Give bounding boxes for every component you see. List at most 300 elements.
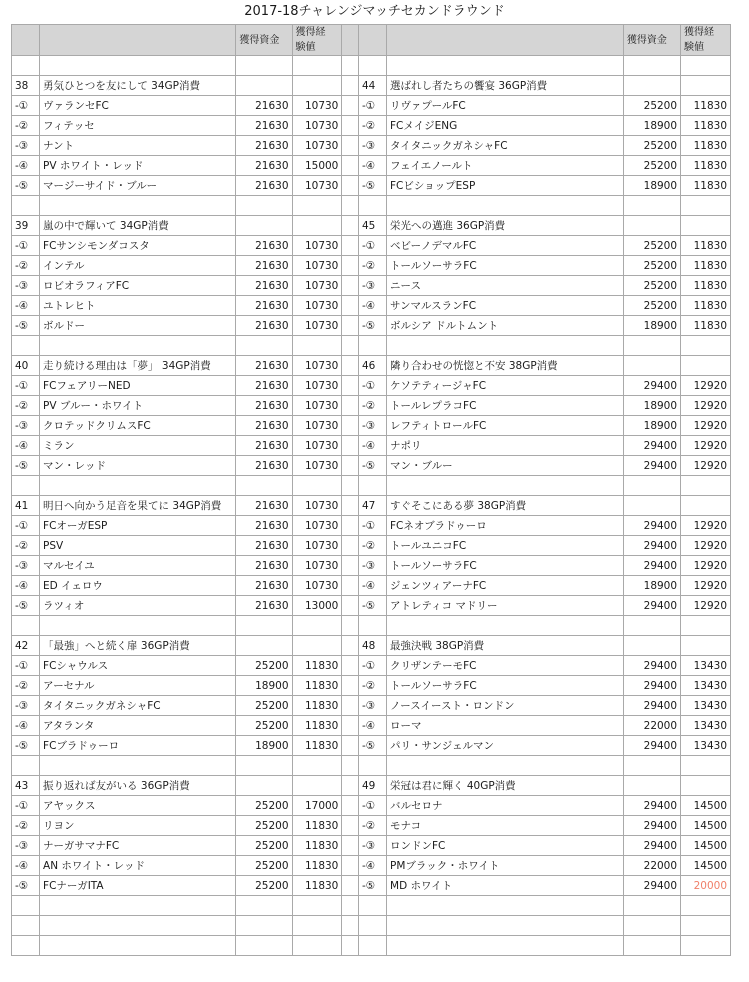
separator-cell [342,836,359,856]
empty-cell [623,936,680,956]
left-funds-cell: 21630 [236,116,292,136]
right-index-cell: -⑤ [358,176,386,196]
left-funds-cell: 25200 [236,856,292,876]
right-funds-cell: 25200 [623,296,680,316]
empty-cell [387,936,624,956]
right-funds-cell: 29400 [623,736,680,756]
right-funds-cell [623,216,680,236]
left-index-cell: -③ [12,136,40,156]
left-index-cell: -② [12,536,40,556]
left-index-cell: 41 [12,496,40,516]
empty-cell [681,896,731,916]
right-exp-cell: 12920 [681,416,731,436]
left-index-cell: -⑤ [12,736,40,756]
left-exp-cell [292,636,342,656]
header-cell-empty [12,25,40,56]
left-exp-cell: 10730 [292,556,342,576]
sheet-title: 2017-18チャレンジマッチセカンドラウンド [244,4,505,19]
empty-cell [387,616,624,636]
empty-cell [292,196,342,216]
empty-cell [236,336,292,356]
left-exp-cell: 13000 [292,596,342,616]
right-exp-cell: 11830 [681,256,731,276]
right-exp-cell: 13430 [681,656,731,676]
right-exp-cell: 12920 [681,376,731,396]
right-exp-cell: 13430 [681,736,731,756]
separator-cell [342,376,359,396]
left-exp-cell: 10730 [292,496,342,516]
header-cell-empty [387,25,624,56]
right-exp-cell: 12920 [681,456,731,476]
left-funds-cell [236,776,292,796]
left-index-cell: -② [12,816,40,836]
right-funds-cell: 25200 [623,256,680,276]
left-name-cell: 勇気ひとつを友にして 34GP消費 [40,76,236,96]
table-row [12,836,731,856]
right-name-cell: 選ばれし者たちの饗宴 36GP消費 [387,76,624,96]
empty-cell [387,756,624,776]
right-name-cell: 隣り合わせの恍惚と不安 38GP消費 [387,356,624,376]
left-name-cell: ラツィオ [40,596,236,616]
table-row [12,736,731,756]
left-funds-cell: 21630 [236,576,292,596]
right-name-cell: 栄光への邁進 36GP消費 [387,216,624,236]
left-name-cell: PSV [40,536,236,556]
left-funds-cell: 21630 [236,516,292,536]
empty-cell [358,916,386,936]
right-name-cell: ニース [387,276,624,296]
separator-cell [342,396,359,416]
header-cell-empty [358,25,386,56]
separator-cell [342,816,359,836]
right-index-cell: -⑤ [358,596,386,616]
right-index-cell: 45 [358,216,386,236]
empty-cell [358,936,386,956]
empty-cell [40,896,236,916]
left-exp-cell: 10730 [292,376,342,396]
right-index-cell: -① [358,516,386,536]
left-name-cell: 明日へ向かう足音を果てに 34GP消費 [40,496,236,516]
left-name-cell: ユトレヒト [40,296,236,316]
left-name-cell: ナーガサマナFC [40,836,236,856]
right-funds-cell: 18900 [623,116,680,136]
right-index-cell: 49 [358,776,386,796]
right-index-cell: -⑤ [358,456,386,476]
empty-cell [681,616,731,636]
left-exp-cell: 10730 [292,136,342,156]
left-name-cell: FCナーガITA [40,876,236,896]
right-name-cell: 最強決戦 38GP消費 [387,636,624,656]
right-name-cell: クリザンテーモFC [387,656,624,676]
left-index-cell: -③ [12,556,40,576]
right-name-cell: ケソテティージャFC [387,376,624,396]
table-row [12,136,731,156]
empty-cell [292,916,342,936]
right-exp-cell: 12920 [681,536,731,556]
empty-cell [358,476,386,496]
right-funds-cell [623,356,680,376]
right-name-cell: FCネオブラドゥーロ [387,516,624,536]
left-funds-cell: 21630 [236,416,292,436]
right-name-cell: FCメイジENG [387,116,624,136]
empty-cell [12,616,40,636]
right-name-cell: ナポリ [387,436,624,456]
right-funds-cell [623,636,680,656]
right-index-cell: -③ [358,136,386,156]
right-exp-cell: 13430 [681,696,731,716]
empty-cell [292,616,342,636]
right-name-cell: トールユニコFC [387,536,624,556]
left-exp-cell: 11830 [292,836,342,856]
header-funds: 獲得資金 [623,25,680,56]
right-index-cell: -③ [358,836,386,856]
right-funds-cell: 29400 [623,456,680,476]
right-exp-cell: 13430 [681,676,731,696]
left-exp-cell: 10730 [292,256,342,276]
right-name-cell: ジェンツィアーナFC [387,576,624,596]
blank-row [12,936,731,956]
empty-cell [681,196,731,216]
left-index-cell: -① [12,656,40,676]
table-row [12,396,731,416]
separator-cell [342,196,359,216]
left-funds-cell: 21630 [236,236,292,256]
left-name-cell: ヴァランセFC [40,96,236,116]
left-exp-cell: 10730 [292,396,342,416]
separator-cell [342,856,359,876]
empty-cell [12,896,40,916]
left-exp-cell: 10730 [292,236,342,256]
left-index-cell: -③ [12,696,40,716]
right-funds-cell: 29400 [623,816,680,836]
blank-row [12,896,731,916]
table-row [12,316,731,336]
table-row [12,556,731,576]
left-index-cell: -⑤ [12,596,40,616]
left-funds-cell: 21630 [236,156,292,176]
right-exp-cell [681,356,731,376]
empty-cell [358,616,386,636]
left-funds-cell: 18900 [236,676,292,696]
left-index-cell: 38 [12,76,40,96]
separator-cell [342,316,359,336]
left-funds-cell: 21630 [236,176,292,196]
empty-cell [358,756,386,776]
right-exp-cell: 12920 [681,596,731,616]
right-index-cell: -② [358,116,386,136]
left-index-cell: -③ [12,416,40,436]
right-exp-cell: 11830 [681,276,731,296]
right-funds-cell: 22000 [623,716,680,736]
left-index-cell: -② [12,396,40,416]
empty-cell [387,476,624,496]
left-index-cell: -② [12,256,40,276]
separator-cell [342,876,359,896]
left-index-cell: -③ [12,276,40,296]
separator-cell [342,296,359,316]
right-index-cell: -⑤ [358,876,386,896]
separator-cell [342,936,359,956]
empty-cell [681,936,731,956]
left-name-cell: フィテッセ [40,116,236,136]
right-index-cell: -① [358,796,386,816]
separator-cell [342,336,359,356]
empty-cell [387,916,624,936]
table-row [12,256,731,276]
left-index-cell: -⑤ [12,316,40,336]
left-name-cell: クロテッドクリムスFC [40,416,236,436]
left-index-cell: -① [12,376,40,396]
left-name-cell: インテル [40,256,236,276]
header-exp-line2: 験値 [295,42,316,53]
left-index-cell: -① [12,796,40,816]
empty-cell [40,616,236,636]
right-exp-cell: 12920 [681,396,731,416]
empty-cell [40,936,236,956]
left-exp-cell: 17000 [292,796,342,816]
right-exp-cell: 14500 [681,796,731,816]
separator-cell [342,616,359,636]
left-funds-cell: 25200 [236,836,292,856]
right-exp-cell: 11830 [681,236,731,256]
blank-row [12,336,731,356]
separator-cell [342,776,359,796]
separator-cell [342,716,359,736]
left-funds-cell: 21630 [236,536,292,556]
left-exp-cell [292,216,342,236]
right-name-cell: サンマルスランFC [387,296,624,316]
right-index-cell: -③ [358,556,386,576]
table-row [12,856,731,876]
empty-cell [40,916,236,936]
right-name-cell: 栄冠は君に輝く 40GP消費 [387,776,624,796]
right-exp-cell: 11830 [681,96,731,116]
left-index-cell: -④ [12,436,40,456]
right-name-cell: トールソーサラFC [387,556,624,576]
blank-row [12,916,731,936]
separator-cell [342,676,359,696]
header-exp [681,25,731,56]
separator-cell [342,536,359,556]
empty-cell [292,756,342,776]
right-index-cell: -④ [358,856,386,876]
right-index-cell: -② [358,256,386,276]
left-funds-cell: 21630 [236,96,292,116]
left-funds-cell: 21630 [236,276,292,296]
left-funds-cell: 18900 [236,736,292,756]
empty-cell [387,196,624,216]
right-funds-cell: 18900 [623,396,680,416]
left-funds-cell: 21630 [236,496,292,516]
empty-cell [681,336,731,356]
right-exp-cell [681,216,731,236]
right-funds-cell: 25200 [623,236,680,256]
table-row [12,696,731,716]
table-row [12,416,731,436]
empty-cell [623,196,680,216]
empty-cell [12,196,40,216]
left-exp-cell: 10730 [292,456,342,476]
right-index-cell: -① [358,96,386,116]
right-name-cell: FCビショップESP [387,176,624,196]
header-row [12,25,731,56]
left-index-cell: 40 [12,356,40,376]
right-name-cell: トールソーサラFC [387,676,624,696]
left-funds-cell: 21630 [236,316,292,336]
table-row [12,456,731,476]
table-row [12,796,731,816]
left-name-cell: FCサンシモンダコスタ [40,236,236,256]
right-name-cell: アトレティコ マドリー [387,596,624,616]
left-name-cell: PV ホワイト・レッド [40,156,236,176]
right-exp-cell: 11830 [681,116,731,136]
left-index-cell: -① [12,96,40,116]
table-row [12,436,731,456]
table-row [12,536,731,556]
right-funds-cell: 18900 [623,316,680,336]
right-funds-cell [623,496,680,516]
empty-cell [12,916,40,936]
right-funds-cell: 29400 [623,796,680,816]
left-name-cell: FCフェアリーNED [40,376,236,396]
right-index-cell: -③ [358,416,386,436]
right-exp-cell: 12920 [681,576,731,596]
right-index-cell: 48 [358,636,386,656]
separator-cell [342,756,359,776]
table-row [12,216,731,236]
empty-cell [292,936,342,956]
right-index-cell: -③ [358,696,386,716]
right-exp-cell [681,636,731,656]
empty-cell [12,936,40,956]
left-name-cell: マン・レッド [40,456,236,476]
left-name-cell: FCシャウルス [40,656,236,676]
left-name-cell: ボルドー [40,316,236,336]
empty-cell [623,916,680,936]
right-name-cell: リヴァプールFC [387,96,624,116]
right-exp-cell: 11830 [681,176,731,196]
empty-cell [292,896,342,916]
empty-cell [236,916,292,936]
left-index-cell: -① [12,236,40,256]
header-exp-line1: 獲得経 [684,27,715,38]
left-index-cell: -⑤ [12,176,40,196]
left-name-cell: ED イェロウ [40,576,236,596]
left-exp-cell: 10730 [292,316,342,336]
left-name-cell: アタランタ [40,716,236,736]
left-funds-cell: 21630 [236,136,292,156]
left-exp-cell: 11830 [292,676,342,696]
left-name-cell: AN ホワイト・レッド [40,856,236,876]
empty-cell [12,756,40,776]
right-exp-cell: 14500 [681,836,731,856]
left-exp-cell: 10730 [292,356,342,376]
blank-row [12,756,731,776]
left-index-cell: -④ [12,156,40,176]
left-index-cell: -④ [12,856,40,876]
left-name-cell: FCオーガESP [40,516,236,536]
right-name-cell: マン・ブルー [387,456,624,476]
left-name-cell: 嵐の中で輝いて 34GP消費 [40,216,236,236]
left-funds-cell: 25200 [236,876,292,896]
left-name-cell: ミラン [40,436,236,456]
empty-cell [40,196,236,216]
right-exp-cell: 14500 [681,816,731,836]
separator-cell [342,636,359,656]
right-funds-cell: 18900 [623,576,680,596]
empty-cell [681,916,731,936]
separator-cell [342,436,359,456]
right-index-cell: -② [358,676,386,696]
right-exp-cell: 12920 [681,516,731,536]
right-exp-cell: 12920 [681,436,731,456]
separator-cell [342,76,359,96]
right-exp-cell [681,496,731,516]
empty-cell [236,196,292,216]
right-name-cell: レフティトロールFC [387,416,624,436]
right-index-cell: -② [358,816,386,836]
empty-cell [623,476,680,496]
separator-cell [342,276,359,296]
right-name-cell: すぐそこにある夢 38GP消費 [387,496,624,516]
left-funds-cell: 21630 [236,396,292,416]
right-name-cell: フェイエノールト [387,156,624,176]
left-index-cell: -① [12,516,40,536]
left-index-cell: -④ [12,296,40,316]
separator-cell [342,696,359,716]
right-index-cell: -⑤ [358,736,386,756]
right-funds-cell: 29400 [623,376,680,396]
left-funds-cell: 25200 [236,716,292,736]
separator-cell [342,256,359,276]
separator-cell [342,796,359,816]
left-exp-cell [292,76,342,96]
left-exp-cell: 10730 [292,276,342,296]
left-exp-cell: 10730 [292,296,342,316]
left-name-cell: アヤックス [40,796,236,816]
empty-cell [236,896,292,916]
left-index-cell: -⑤ [12,876,40,896]
left-exp-cell: 10730 [292,416,342,436]
right-funds-cell: 29400 [623,536,680,556]
empty-cell [40,336,236,356]
table-row [12,816,731,836]
left-exp-cell: 11830 [292,736,342,756]
right-index-cell: 46 [358,356,386,376]
left-exp-cell: 11830 [292,716,342,736]
table-row [12,276,731,296]
separator-cell [342,496,359,516]
left-funds-cell: 25200 [236,656,292,676]
header-exp-line2: 験値 [684,42,705,53]
right-name-cell: PMブラック・ホワイト [387,856,624,876]
table-row [12,516,731,536]
empty-cell [40,756,236,776]
left-index-cell: -③ [12,836,40,856]
right-funds-cell: 29400 [623,676,680,696]
right-index-cell: 44 [358,76,386,96]
left-funds-cell: 21630 [236,556,292,576]
right-exp-cell: 12920 [681,556,731,576]
left-exp-cell: 10730 [292,516,342,536]
table-row [12,116,731,136]
table-row [12,176,731,196]
left-index-cell: -④ [12,576,40,596]
separator-cell [342,556,359,576]
separator-cell [342,596,359,616]
header-cell-separator [342,25,359,56]
right-exp-cell: 20000 [681,876,731,896]
